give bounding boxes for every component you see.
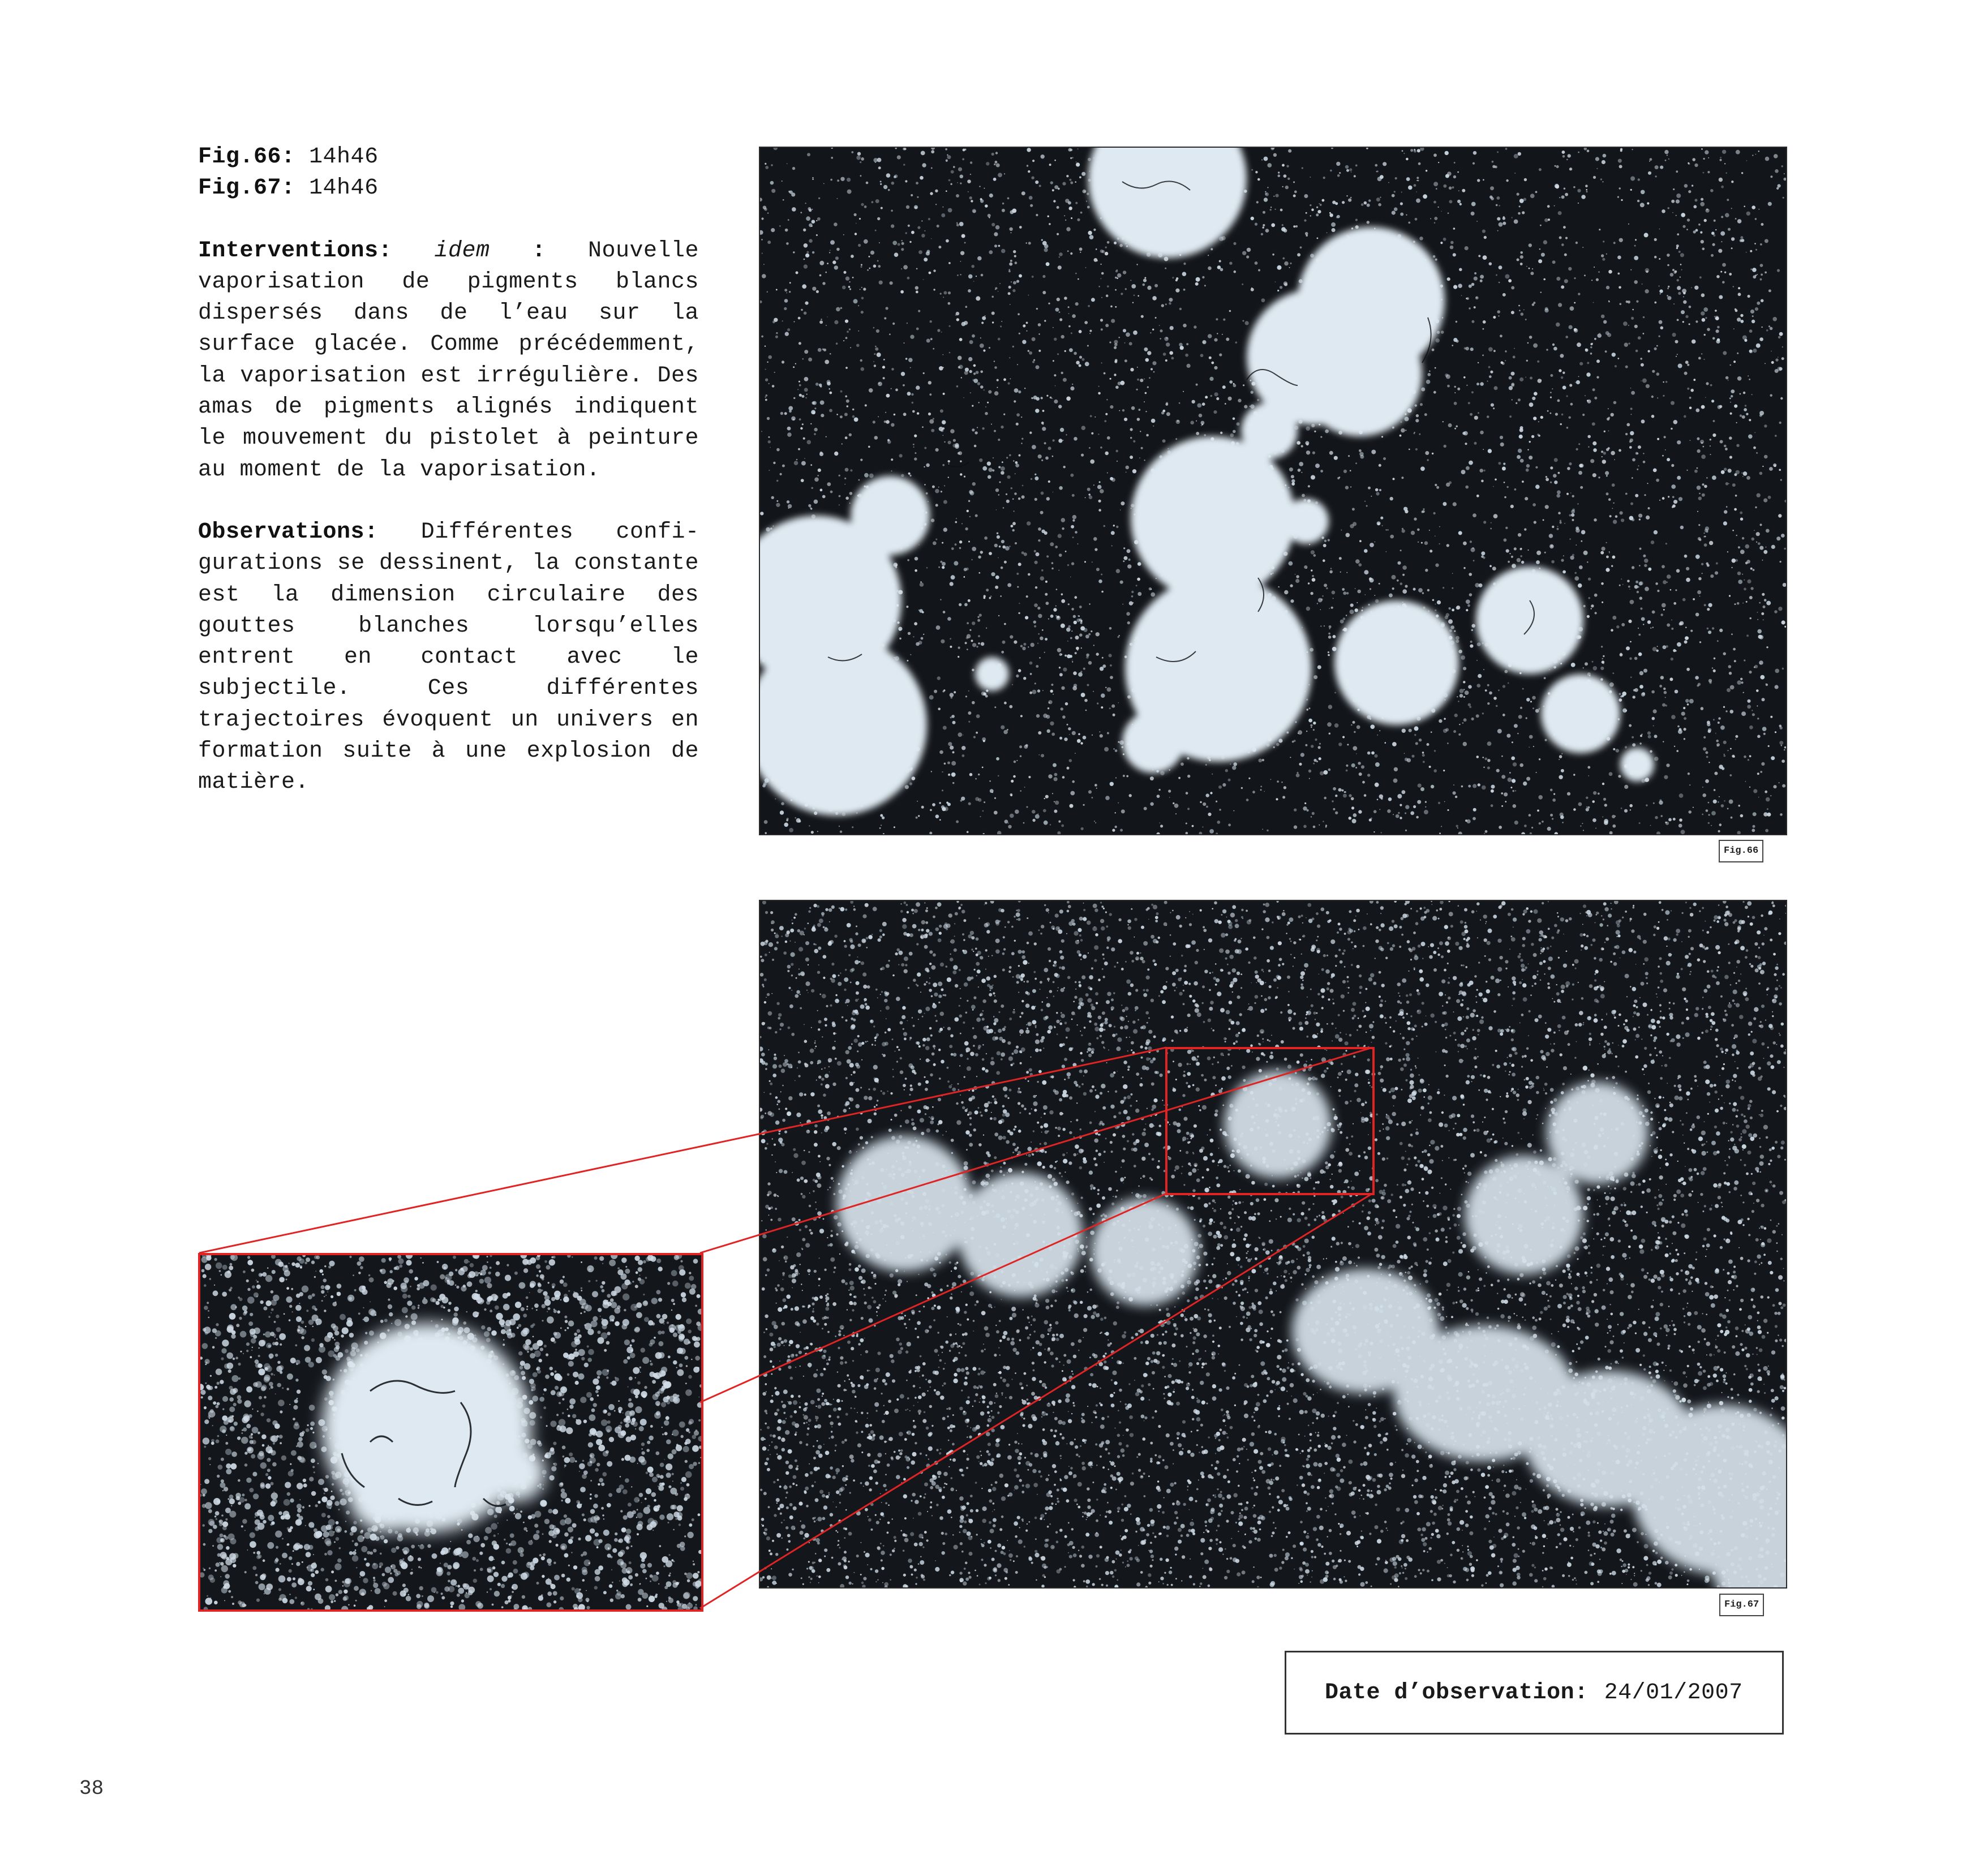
- figure-label: Fig.66:: [198, 144, 295, 170]
- interventions-paragraph: [198, 235, 699, 486]
- idem-word: idem: [434, 238, 490, 264]
- observations-paragraph: [198, 517, 699, 799]
- figure-time-67: [198, 173, 699, 204]
- page-number: 38: [79, 1777, 104, 1800]
- interventions-text: Nouvelle vaporisation de pigments blancs dispersés dans de l’eau sur la surface glacée. Comme précédemment, la vaporisation est irrégulière. Des amas de pigments alignés indiquent le mouvement du pistolet à peinture au moment de la vaporisation.: [198, 238, 699, 483]
- date-value: 24/01/2007: [1604, 1680, 1743, 1706]
- zoom-inset-photo: [198, 1253, 703, 1612]
- figure-label: Fig.67:: [198, 175, 295, 201]
- observation-date-box: [1285, 1651, 1784, 1735]
- figure-caption-66: Fig.66: [1719, 840, 1763, 862]
- text-column: [198, 141, 699, 799]
- date-label: Date d’observation:: [1325, 1680, 1589, 1706]
- idem-colon: :: [490, 238, 546, 264]
- figure-time-66: [198, 141, 699, 173]
- photo-fig-66: [759, 147, 1787, 835]
- figure-caption-67: Fig.67: [1719, 1594, 1764, 1616]
- observations-text: Différentes configurations se dessinent, la constante est la dimension circulaire des gouttes blanches lorsqu’elles entrent en contact avec le subjectile. Ces différentes trajectoires évoquent un univers en formation suite à une explosion de matière.: [198, 519, 699, 796]
- figure-time: 14h46: [309, 144, 379, 170]
- interventions-heading: Interventions:: [198, 238, 393, 264]
- observations-heading: Observations:: [198, 519, 379, 545]
- photo-fig-67: [759, 900, 1787, 1589]
- figure-time: 14h46: [309, 175, 379, 201]
